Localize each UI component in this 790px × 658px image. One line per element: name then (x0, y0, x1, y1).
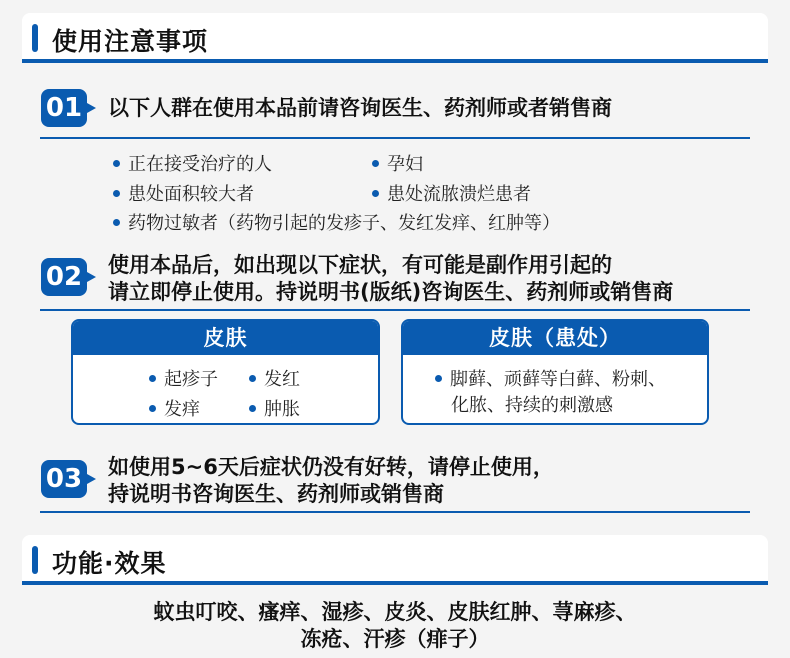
card-title: 皮肤（患处） (403, 321, 707, 355)
list-item: 孕妇 (372, 150, 423, 176)
effects-header (22, 535, 768, 585)
item-number-01: 01 (41, 89, 87, 127)
precautions-title: 使用注意事项 (52, 27, 209, 56)
list-item: 患处面积较大者 (113, 180, 254, 206)
item-03-heading-line-1: 如使用5~6天后症状仍没有好转，请停止使用， (108, 455, 554, 479)
list-item: 正在接受治疗的人 (113, 150, 272, 176)
item-02-heading-line-1: 使用本品后，如出现以下症状，有可能是副作用引起的 (108, 253, 612, 277)
item-03-divider (40, 511, 750, 513)
list-item: 发红 (249, 365, 300, 391)
item-number-02: 02 (41, 258, 87, 296)
list-item: 患处流脓溃烂患者 (372, 180, 531, 206)
precautions-header (22, 13, 768, 63)
list-item-continuation: 化脓、持续的刺激感 (451, 395, 613, 416)
item-03-heading-line-2: 持说明书咨询医生、药剂师或销售商 (108, 482, 444, 506)
list-item: 发痒 (149, 395, 200, 421)
card-title: 皮肤 (73, 321, 378, 355)
list-item: 脚藓、顽藓等白藓、粉刺、 (435, 365, 666, 391)
symptom-card-affected-skin (401, 319, 709, 425)
item-number-03: 03 (41, 460, 87, 498)
list-item: 药物过敏者（药物引起的发疹子、发红发痒、红肿等） (113, 209, 560, 235)
effects-line-1: 蚊虫叮咬、瘙痒、湿疹、皮炎、皮肤红肿、荨麻疹、 (153, 600, 637, 624)
effects-title: 功能·效果 (52, 549, 167, 578)
item-01-heading: 以下人群在使用本品前请咨询医生、药剂师或者销售商 (108, 96, 612, 120)
item-02-divider (40, 309, 750, 311)
header-accent-bar (32, 24, 38, 52)
symptom-card-skin (71, 319, 380, 425)
header-accent-bar (32, 546, 38, 574)
list-item: 起疹子 (149, 365, 218, 391)
item-01-divider (40, 137, 750, 139)
item-02-heading-line-2: 请立即停止使用。持说明书(版纸)咨询医生、药剂师或销售商 (108, 280, 674, 304)
list-item: 肿胀 (249, 395, 300, 421)
effects-line-2: 冻疮、汗疹（痱子） (300, 627, 490, 651)
